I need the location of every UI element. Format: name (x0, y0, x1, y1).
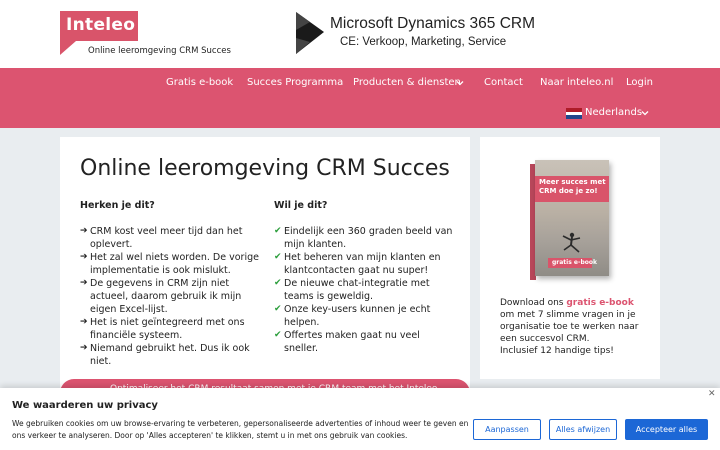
reject-all-button[interactable]: Alles afwijzen (549, 419, 617, 440)
jumping-person-icon (560, 232, 584, 254)
nav-item-producten-diensten[interactable]: Producten & diensten (353, 77, 461, 88)
list-item: ✔ Het beheren van mijn klanten en klantcontacten gaat nu super! (274, 252, 441, 276)
language-selector[interactable]: Nederlands (585, 107, 643, 118)
list-item: ➔ CRM kost veel meer tijd dan het oplevert. (80, 226, 243, 250)
nav-item-contact[interactable]: Contact (484, 77, 523, 88)
dutch-flag-icon (566, 108, 582, 119)
list-item: ✔ De nieuwe chat-integratie met teams is geweldig. (274, 278, 430, 302)
site-tagline: Online leeromgeving CRM Succes (88, 46, 231, 56)
arrow-right-icon: ➔ (80, 252, 88, 262)
right-column-heading: Wil je dit? (274, 200, 328, 211)
list-item: ✔ Onze key-users kunnen je echt helpen. (274, 304, 431, 328)
ebook-description: Download ons gratis e-book om met 7 slimme vragen in je organisatie toe te werken naar een succesvol CRM. Inclusief 12 handige tips! (500, 298, 639, 356)
nav-item-gratis-ebook[interactable]: Gratis e-book (166, 77, 234, 88)
product-title: Microsoft Dynamics 365 CRM (330, 15, 535, 32)
product-subtitle: CE: Verkoop, Marketing, Service (340, 36, 507, 48)
page-title: Online leeromgeving CRM Succes (80, 156, 450, 181)
pain-points-list (80, 225, 260, 368)
close-icon[interactable]: ✕ (708, 389, 716, 399)
arrow-right-icon: ➔ (80, 278, 88, 288)
chevron-down-icon[interactable] (455, 78, 465, 88)
arrow-right-icon: ➔ (80, 317, 88, 327)
checkmark-icon: ✔ (274, 304, 282, 314)
book-title: Meer succes met CRM doe je zo! (539, 178, 606, 195)
list-item: ➔ Niemand gebruikt het. Dus ik ook niet. (80, 343, 250, 367)
cookie-description: We gebruiken cookies om uw browse-ervaring te verbeteren, gepersonaliseerde advertenties of inhoud weer te geven en ons verkeer te analyseren. Door op 'Alles accepteren' te klikken, stemt u in met ons gebruik van cookies. (12, 419, 469, 440)
list-item: ➔ Het zal wel niets worden. De vorige implementatie is ook mislukt. (80, 252, 259, 276)
checkmark-icon: ✔ (274, 330, 282, 340)
book-badge: gratis e-book (548, 258, 592, 268)
ebook-link[interactable]: gratis e-book (566, 298, 634, 308)
checkmark-icon: ✔ (274, 226, 282, 236)
arrow-right-icon: ➔ (80, 226, 88, 236)
cookie-title: We waarderen uw privacy (12, 400, 158, 411)
list-item: ➔ De gegevens in CRM zijn niet actueel, daarom gebruik ik mijn eigen Excel-lijst. (80, 278, 242, 315)
benefits-list (274, 225, 454, 355)
dynamics-logo-icon (296, 12, 324, 54)
list-item: ✔ Offertes maken gaat nu veel sneller. (274, 330, 420, 354)
accept-all-button[interactable]: Accepteer alles (625, 419, 708, 440)
left-column-heading: Herken je dit? (80, 200, 155, 211)
arrow-right-icon: ➔ (80, 343, 88, 353)
checkmark-icon: ✔ (274, 252, 282, 262)
chevron-down-icon[interactable] (640, 108, 650, 118)
nav-item-login[interactable]: Login (626, 77, 653, 88)
nav-item-succes-programma[interactable]: Succes Programma (247, 77, 344, 88)
customize-cookies-button[interactable]: Aanpassen (473, 419, 541, 440)
ebook-cover-image[interactable] (530, 160, 610, 280)
inteleo-logo[interactable] (60, 11, 138, 41)
list-item: ➔ Het is niet geïntegreerd met ons financiële systeem. (80, 317, 245, 341)
logo-text: Inteleo (66, 15, 136, 35)
logo-tail-shape (60, 41, 76, 55)
checkmark-icon: ✔ (274, 278, 282, 288)
list-item: ✔ Eindelijk een 360 graden beeld van mijn klanten. (274, 226, 453, 250)
tips-text: Inclusief 12 handige tips! (500, 346, 614, 356)
nav-item-naar-inteleo[interactable]: Naar inteleo.nl (540, 77, 614, 88)
